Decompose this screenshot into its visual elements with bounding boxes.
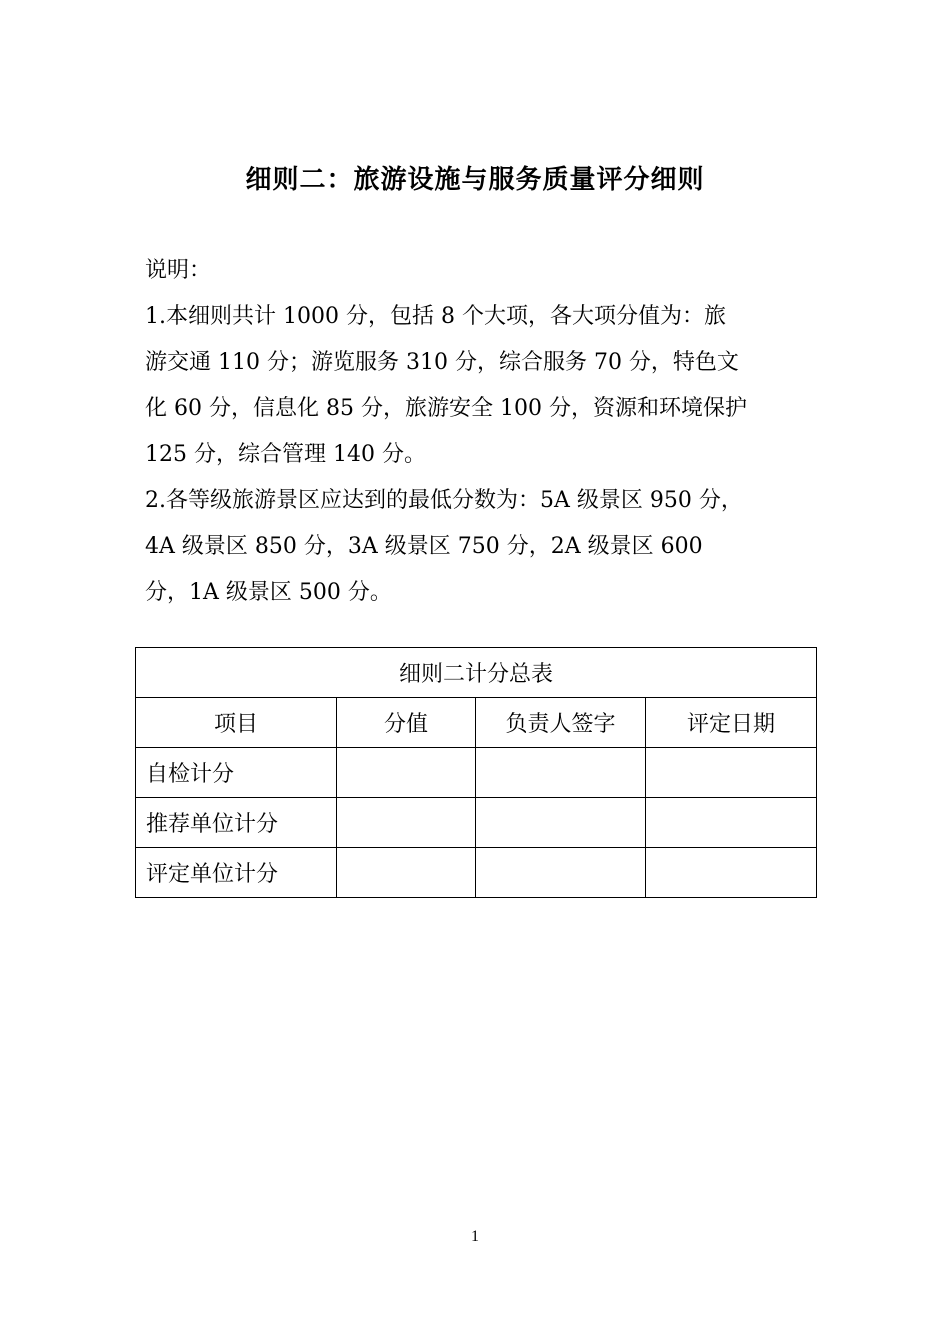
paragraph-line: 125 分，综合管理 140 分。 — [145, 442, 426, 467]
score-summary-table — [135, 647, 817, 898]
table-row — [136, 848, 817, 898]
paragraph-line: 4A 级景区 850 分，3A 级景区 750 分，2A 级景区 600 — [145, 534, 703, 559]
signature-cell — [476, 798, 646, 848]
paragraph-line: 分，1A 级景区 500 分。 — [145, 580, 392, 605]
table-caption: 细则二计分总表 — [136, 648, 817, 698]
signature-cell — [476, 848, 646, 898]
row-label: 评定单位计分 — [136, 848, 337, 898]
table-row — [136, 748, 817, 798]
score-cell — [337, 798, 476, 848]
date-cell — [646, 748, 817, 798]
date-cell — [646, 798, 817, 848]
explanation-section — [145, 248, 865, 616]
row-label: 自检计分 — [136, 748, 337, 798]
paragraph-line: 游交通 110 分；游览服务 310 分，综合服务 70 分，特色文 — [145, 350, 739, 375]
header-score: 分值 — [337, 698, 476, 748]
table-caption-row — [136, 648, 817, 698]
signature-cell — [476, 748, 646, 798]
note-heading: 说明： — [145, 258, 212, 283]
page-title: 细则二：旅游设施与服务质量评分细则 — [245, 165, 705, 195]
header-item: 项目 — [136, 698, 337, 748]
table-header-row — [136, 698, 817, 748]
paragraph-line: 1.本细则共计 1000 分，包括 8 个大项，各大项分值为：旅 — [145, 304, 726, 329]
page-number: 1 — [471, 1228, 479, 1245]
score-cell — [337, 748, 476, 798]
header-signature: 负责人签字 — [476, 698, 646, 748]
paragraph-line: 2.各等级旅游景区应达到的最低分数为：5A 级景区 950 分， — [145, 488, 743, 513]
header-date: 评定日期 — [646, 698, 817, 748]
row-label: 推荐单位计分 — [136, 798, 337, 848]
table-row — [136, 798, 817, 848]
paragraph-line: 化 60 分，信息化 85 分，旅游安全 100 分，资源和环境保护 — [145, 396, 747, 421]
date-cell — [646, 848, 817, 898]
score-cell — [337, 848, 476, 898]
